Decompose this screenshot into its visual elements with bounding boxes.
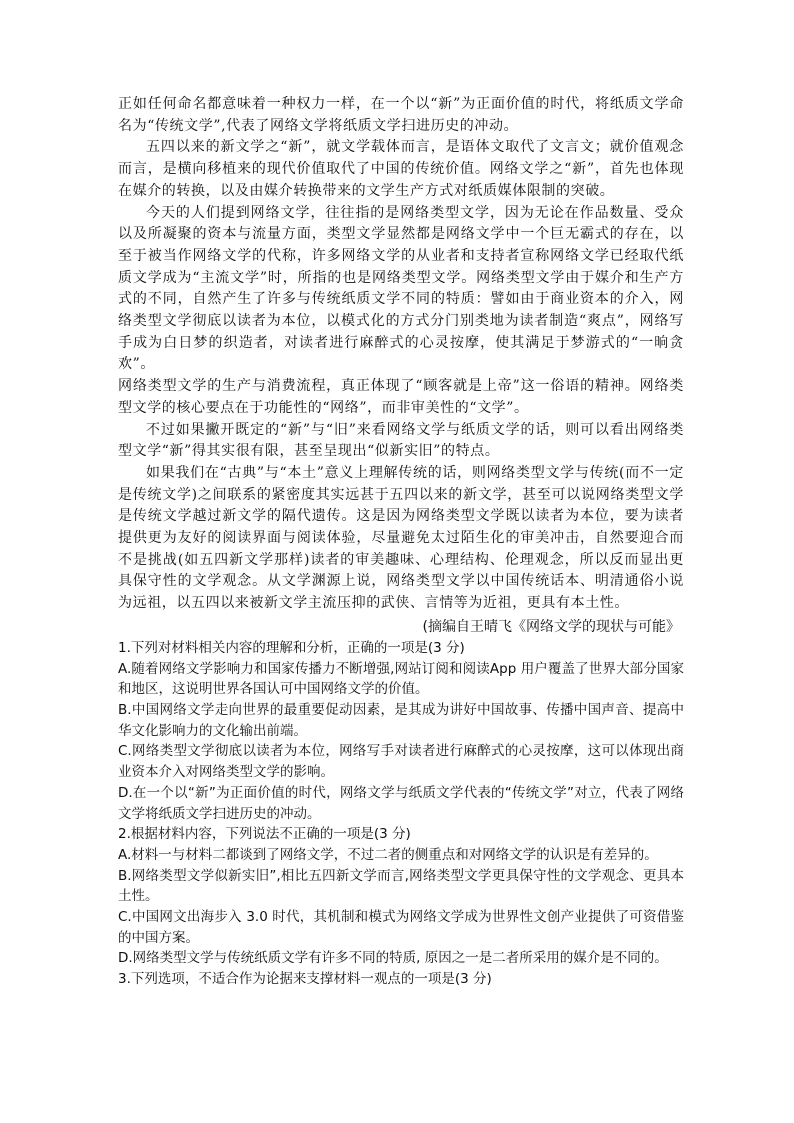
article-paragraph-4: 网络类型文学的生产与消费流程，真正体现了“顾客就是上帝”这一俗语的精神。网络类型文学的核心要点在于功能性的“网络”，而非审美性的“文学”。 <box>118 378 684 416</box>
exam-page <box>118 94 684 990</box>
article-paragraph-6: 如果我们在“古典”与“本土”意义上理解传统的话，则网络类型文学与传统(而不一定是传统文学)之间联系的紧密度其实远甚于五四以来的新文学，甚至可以说网络类型文学是传统文学越过新文学的隔代遗传。这是因为网络类型文学既以读者为本位，要为读者提供更为友好的阅读界面与阅读体验，尽量避免太过陌生化的审美冲击，自然要迎合而不是挑战(如五四新文学那样)读者的审美趣味、心理结构、伦理观念，所以反而显出更具保守性的文学观念。从文学渊源上说，网络类型文学以中国传统话本、明清通俗小说为远祖，以五四以来被新文学主流压抑的武侠、言情等为近祖，更具有本土性。 <box>118 464 684 612</box>
article-paragraph-5: 不过如果撇开既定的“新”与“旧”来看网络文学与纸质文学的话，则可以看出网络类型文学“新”得其实很有限，甚至呈现出“似新实旧”的特点。 <box>118 421 684 460</box>
article-paragraph-3: 今天的人们提到网络文学，往往指的是网络类型文学，因为无论在作品数量、受众以及所凝聚的资本与流量方面，类型文学显然都是网络文学中一个巨无霸式的存在，以至于被当作网络文学的代称，许多网络文学的从业者和支持者宣称网络文学已经取代纸质文学成为“主流文学”时，所指的也是网络类型文学。网络类型文学由于媒介和生产方式的不同，自然产生了许多与传统纸质文学不同的特质：譬如由于商业资本的介入，网络类型文学彻底以读者为本位，以模式化的方式分门别类地为读者制造“爽点”，网络写手成为白日梦的织造者，对读者进行麻醉式的心灵按摩，使其满足于梦游式的“一晌贪欢”。 <box>118 204 684 373</box>
question-2-option-c: C.中国网文出海步入 3.0 时代，其机制和模式为网络文学成为世界性文创产业提供了可资借鉴的中国方案。 <box>118 909 684 946</box>
article-source: (摘编自王晴飞《网络文学的现状与可能》 <box>422 618 680 635</box>
question-1-option-b: B.中国网络文学走向世界的最重要促动因素，是其成为讲好中国故事、传播中国声音、提高中华文化影响力的文化输出前端。 <box>118 701 684 739</box>
question-1-option-a: A.随着网络文学影响力和国家传播力不断增强,网站订阅和阅读App 用户覆盖了世界大部分国家和地区，这说明世界各国认可中国网络文学的价值。 <box>118 660 684 698</box>
question-1-option-c: C.网络类型文学彻底以读者为本位，网络写手对读者进行麻醉式的心灵按摩，这可以体现出商业资本介入对网络类型文学的影响。 <box>118 743 684 781</box>
question-2-option-b: B.网络类型文学似新实旧”,相比五四新文学而言,网络类型文学更具保守性的文学观念、更具本土性。 <box>118 867 684 905</box>
article-paragraph-1: 正如任何命名都意味着一种权力一样，在一个以“新”为正面价值的时代，将纸质文学命名为“传统文学”,代表了网络文学将纸质文学扫进历史的冲动。 <box>118 96 684 134</box>
question-1-option-d: D.在一个以“新”为正面价值的时代，网络文学与纸质文学代表的“传统文学”对立，代表了网络文学将纸质文学扫进历史的冲动。 <box>118 784 684 822</box>
question-3-stem: 3.下列选项，不适合作为论据来支撑材料一观点的一项是(3 分) <box>118 971 492 988</box>
question-2-stem: 2.根据材料内容，下列说法不正确的一项是(3 分) <box>118 826 411 843</box>
article-paragraph-2: 五四以来的新文学之“新”，就文学载体而言，是语体文取代了文言文；就价值观念而言，是横向移植来的现代价值取代了中国的传统价值。网络文学之“新”，首先也体现在媒介的转换，以及由媒介转换带来的文学生产方式对纸质媒体限制的突破。 <box>118 139 684 199</box>
question-1-stem: 1.下列对材料相关内容的理解和分析，正确的一项是(3 分) <box>118 639 465 656</box>
question-2-option-d: D.网络类型文学与传统纸质文学有许多不同的特质, 原因之一是二者所采用的媒介是不同的。 <box>118 950 668 967</box>
question-2-option-a: A.材料一与材料二都谈到了网络文学，不过二者的侧重点和对网络文学的认识是有差异的。 <box>118 846 658 863</box>
